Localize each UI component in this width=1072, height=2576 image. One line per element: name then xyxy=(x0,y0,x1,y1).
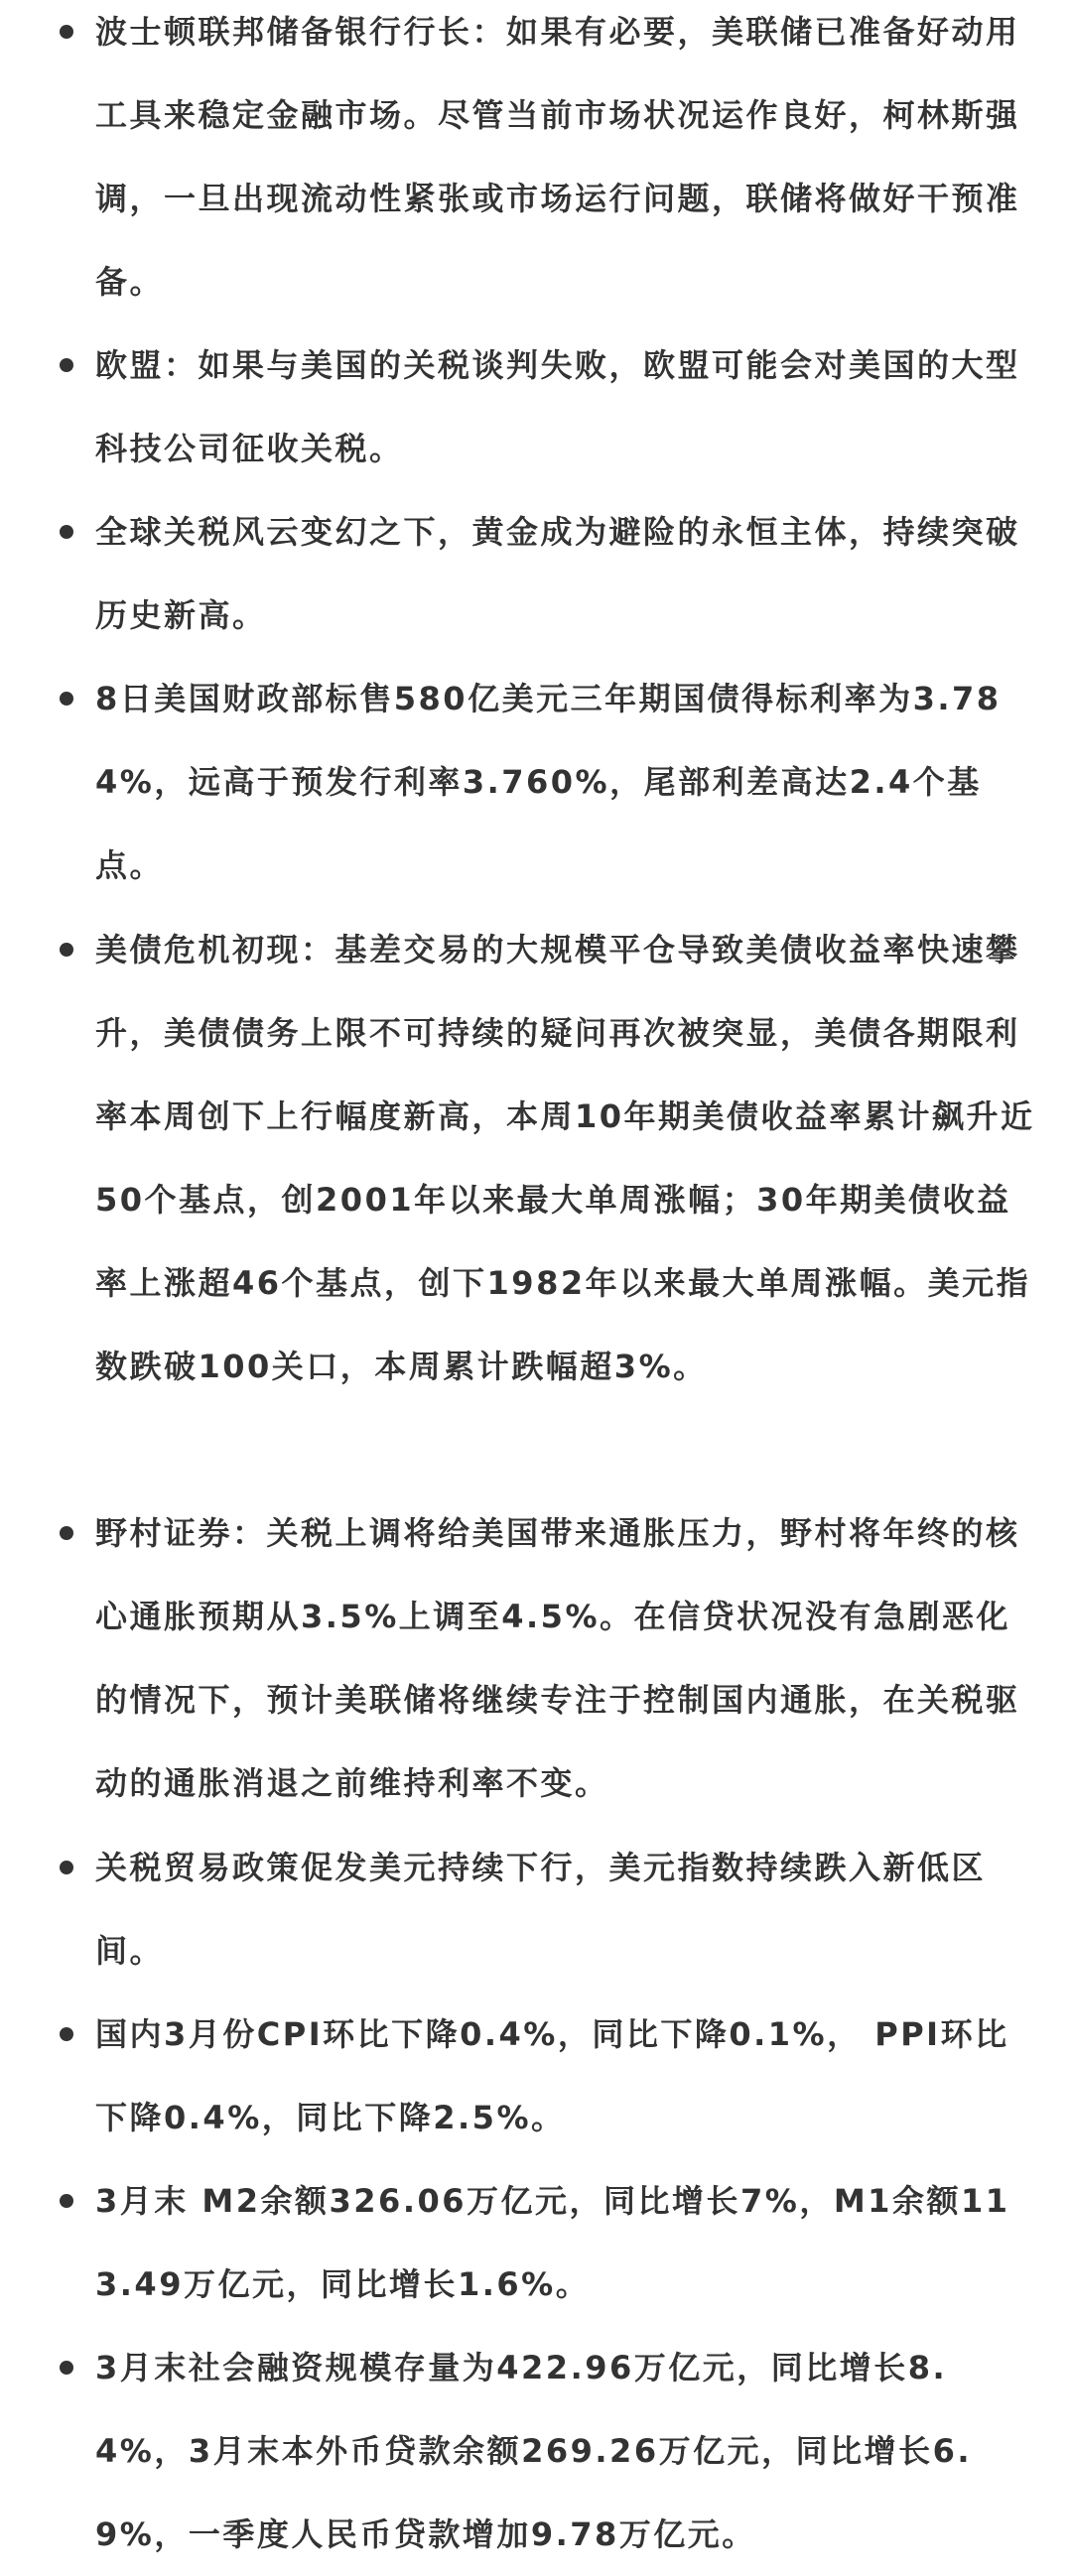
news-item-text: 野村证券：关税上调将给美国带来通胀压力，野村将年终的核心通胀预期从3.5%上调至4.5%。在信贷状况没有急剧恶化的情况下，预计美联储将继续专注于控制国内通胀，在关税驱动的通胀消退之前维持利率不变。 xyxy=(95,1514,1020,1802)
bullet-dot-icon xyxy=(60,943,73,957)
list-item xyxy=(0,2326,1072,2576)
news-item-text: 欧盟：如果与美国的关税谈判失败，欧盟可能会对美国的大型科技公司征收关税。 xyxy=(95,346,1020,467)
list-item xyxy=(0,323,1072,490)
news-item-text: 全球关税风云变幻之下，黄金成为避险的永恒主体，持续突破历史新高。 xyxy=(95,513,1020,634)
list-item xyxy=(0,657,1072,907)
list-item xyxy=(0,908,1072,1408)
news-item-text: 3月末 M2余额326.06万亿元，同比增长7%，M1余额113.49万亿元，同比增长1.6%。 xyxy=(95,2182,1010,2303)
bullet-dot-icon xyxy=(60,358,73,372)
news-item-text: 国内3月份CPI环比下降0.4%，同比下降0.1%， PPI环比下降0.4%，同比下降2.5%。 xyxy=(95,2015,1009,2136)
news-item-text: 3月末社会融资规模存量为422.96万亿元，同比增长8.4%，3月末本外币贷款余额269.26万亿元，同比增长6.9%，一季度人民币贷款增加9.78万亿元。 xyxy=(95,2349,973,2553)
list-item xyxy=(0,490,1072,657)
bullet-dot-icon xyxy=(60,1526,73,1540)
bullet-dot-icon xyxy=(60,2194,73,2208)
list-item xyxy=(0,1826,1072,1993)
news-item-text: 关税贸易政策促发美元持续下行，美元指数持续跌入新低区间。 xyxy=(95,1849,987,1970)
bullet-dot-icon xyxy=(60,2027,73,2041)
news-item-text: 8日美国财政部标售580亿美元三年期国债得标利率为3.784%，远高于预发行利率3.760%，尾部利差高达2.4个基点。 xyxy=(95,680,1002,884)
bullet-dot-icon xyxy=(60,2361,73,2375)
bullet-dot-icon xyxy=(60,25,73,39)
news-item-text: 美债危机初现：基差交易的大规模平仓导致美债收益率快速攀升，美债债务上限不可持续的疑问再次被突显，美债各期限利率本周创下上行幅度新高，本周10年期美债收益率累计飙升近50个基点，创2001年以来最大单周涨幅；30年期美债收益率上涨超46个基点，创下1982年以来最大单周涨幅。美元指数跌破100关口，本周累计跌幅超3%。 xyxy=(95,931,1035,1385)
bullet-dot-icon xyxy=(60,1861,73,1874)
bullet-dot-icon xyxy=(60,525,73,539)
list-item xyxy=(0,1491,1072,1825)
bullet-dot-icon xyxy=(60,692,73,706)
news-item-text: 波士顿联邦储备银行行长：如果有必要，美联储已准备好动用工具来稳定金融市场。尽管当前市场状况运作良好，柯林斯强调，一旦出现流动性紧张或市场运行问题，联储将做好干预准备。 xyxy=(95,13,1020,301)
list-item xyxy=(0,2159,1072,2326)
list-item xyxy=(0,0,1072,323)
list-item xyxy=(0,1993,1072,2159)
